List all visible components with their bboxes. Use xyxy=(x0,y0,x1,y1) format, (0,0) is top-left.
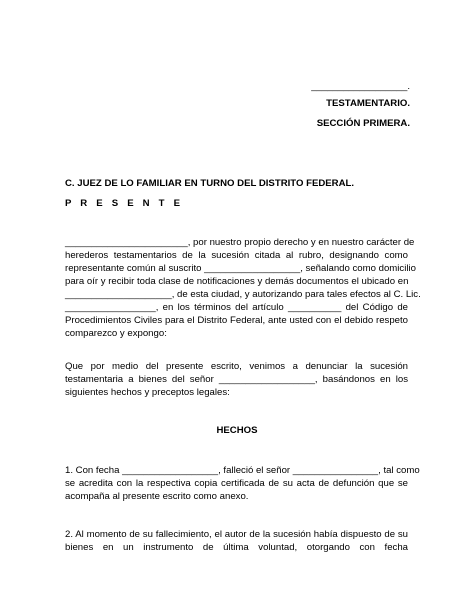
section-label: SECCIÓN PRIMERA. xyxy=(316,118,410,129)
paragraph-line: para oír y recibir toda clase de notificaciones y demás documentos el ubicado en xyxy=(65,276,409,287)
paragraph-line: 2. Al momento de su fallecimiento, el autor de la sucesión había dispuesto de su xyxy=(65,529,408,540)
paragraph-line: comparezco y expongo: xyxy=(65,328,167,339)
paragraph-line: ____________________, de esta ciudad, y autorizando para tales efectos al C. Lic. xyxy=(65,289,421,300)
paragraph-line: Procedimientos Civiles para el Distrito Federal, ante usted con el debido respeto xyxy=(65,315,408,326)
header-blank-line: __________________. xyxy=(311,81,410,92)
hecho-2 xyxy=(65,528,408,554)
paragraph-line: _________________, en los términos del artículo __________ del Código de xyxy=(65,302,408,313)
addressee-judge: C. JUEZ DE LO FAMILIAR EN TURNO DEL DISTRITO FEDERAL. xyxy=(65,178,355,189)
paragraph-line: representante común al suscrito __________________, señalando como domicilio xyxy=(65,263,416,274)
paragraph-line: Que por medio del presente escrito, venimos a denunciar la sucesión xyxy=(65,361,408,372)
paragraph-line: _______________________, por nuestro propio derecho y en nuestro carácter de xyxy=(65,237,415,248)
paragraph-denuncia xyxy=(65,360,408,399)
paragraph-line: testamentaria a bienes del señor __________________, basándonos en los xyxy=(65,374,408,385)
document-title: TESTAMENTARIO. xyxy=(326,98,410,109)
hecho-1 xyxy=(65,464,420,503)
paragraph-line: 1. Con fecha __________________, falleció el señor ________________, tal como xyxy=(65,465,420,476)
paragraph-line: bienes en un instrumento de última voluntad, otorgando con fecha xyxy=(65,542,408,553)
paragraph-line: siguientes hechos y preceptos legales: xyxy=(65,387,230,398)
paragraph-appearance xyxy=(65,236,421,340)
addressee-presente: P R E S E N T E xyxy=(65,198,184,209)
paragraph-line: se acredita con la respectiva copia certificada de su acta de defunción que se xyxy=(65,478,408,489)
paragraph-line: acompaña al presente escrito como anexo. xyxy=(65,491,249,502)
paragraph-line: herederos testamentarios de la sucesión citada al rubro, designando como xyxy=(65,250,408,261)
hechos-heading: HECHOS xyxy=(216,425,258,436)
